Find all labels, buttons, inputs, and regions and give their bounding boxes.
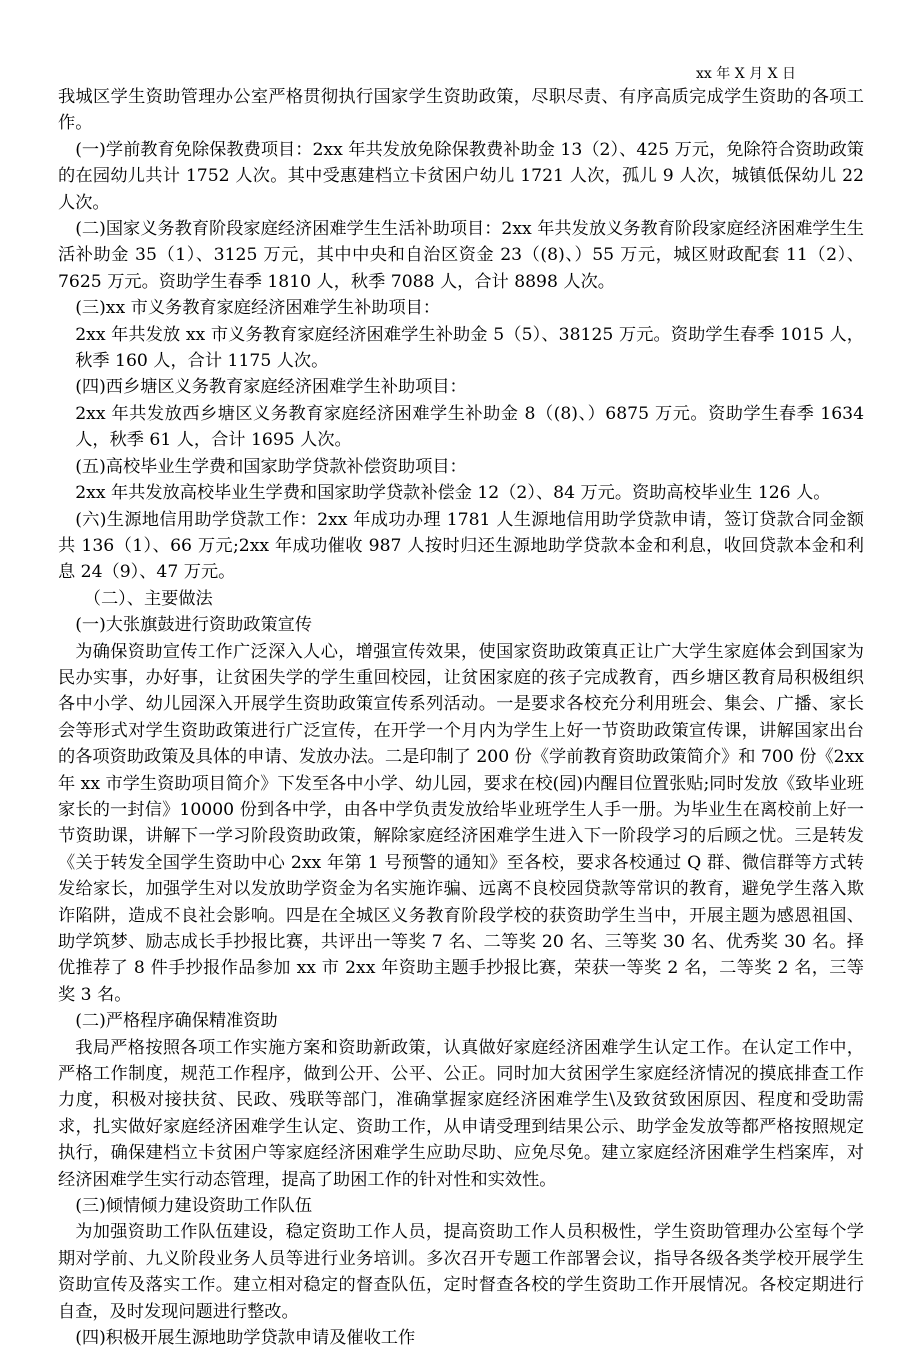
- paragraph-team-building: 为加强资助工作队伍建设，稳定资助工作人员，提高资助工作人员积极性，学生资助管理办公室每个学期对学前、九义阶段业务人员等进行业务培训。多次召开专题工作部署会议，指导各级各类学校开展学生资助宣传及落实工作。建立相对稳定的督查队伍，定时督查各校的学生资助工作开展情况。各校定期进行自查，及时发现问题进行整改。: [58, 1222, 864, 1322]
- item-preschool-fee-exemption: (一)学前教育免除保教费项目：2xx 年共发放免除保教费补助金 13（2）、425 万元，免除符合资助政策的在园幼儿共计 1752 人次。其中受惠建档立卡贫困户幼儿 1721 人次，孤儿 9 人次，城镇低保幼儿 22 人次。: [58, 139, 864, 213]
- item-city-subsidy-heading: (三)xx 市义务教育家庭经济困难学生补助项目：: [75, 298, 441, 319]
- item-city-subsidy-body: 2xx 年共发放 xx 市义务教育家庭经济困难学生补助金 5（5）、38125 万元。资助学生春季 1015 人，秋季 160 人，合计 1175 人次。: [75, 324, 864, 372]
- item-district-subsidy-heading: (四)西乡塘区义务教育家庭经济困难学生补助项目：: [75, 377, 467, 398]
- intro-paragraph: 我城区学生资助管理办公室严格贯彻执行国家学生资助政策，尽职尽责、有序高质完成学生资助的各项工作。: [58, 87, 864, 134]
- paragraph-policy-publicity: 为确保资助宣传工作广泛深入人心，增强宣传效果，使国家资助政策真正让广大学生家庭体会到国家为民办实事，办好事，让贫困失学的学生重回校园，让贫困家庭的孩子完成教育，西乡塘区教育局积极组织各中小学、幼儿园深入开展学生资助政策宣传系列活动。一是要求各校充分利用班会、集会、广播、家长会等形式对学生资助政策进行广泛宣传，在开学一个月内为学生上好一节资助政策宣传课，讲解国家出台的各项资助政策及具体的申请、发放办法。二是印制了 200 份《学前教育资助政策简介》和 700 份《2xx 年 xx 市学生资助项目简介》下发至各中小学、幼儿园，要求在校(园)内醒目位置张贴;同时发放《致毕业班家长的一封信》10000 份到各中学，由各中学负责发放给毕业班学生人手一册。为毕业生在离校前上好一节资助课，讲解下一学习阶段资助政策，解除家庭经济困难学生进入下一阶段学习的后顾之忧。三是转发《关于转发全国学生资助中心 2xx 年第 1 号预警的通知》至各校，要求各校通过 Q 群、微信群等方式转发给家长，加强学生对以发放助学资金为名实施诈骗、远离不良校园贷款等常识的教育，避免学生落入欺诈陷阱，造成不良社会影响。四是在全城区义务教育阶段学校的获资助学生当中，开展主题为感恩祖国、助学筑梦、励志成长手抄报比赛，共评出一等奖 7 名、二等奖 20 名、三等奖 30 名、优秀奖 30 名。择优推荐了 8 件手抄报作品参加 xx 市 2xx 年资助主题手抄报比赛，荣获一等奖 2 名，二等奖 2 名，三等奖 3 名。: [58, 641, 864, 1005]
- item-district-subsidy-body: 2xx 年共发放西乡塘区义务教育家庭经济困难学生补助金 8（(8)、）6875 万元。资助学生春季 1634 人，秋季 61 人，合计 1695 人次。: [75, 403, 864, 451]
- document-body: [58, 84, 864, 1352]
- paragraph-precise-aid: 我局严格按照各项工作实施方案和资助新政策，认真做好家庭经济困难学生认定工作。在认定工作中，严格工作制度，规范工作程序，做到公开、公平、公正。同时加大贫困学生家庭经济情况的摸底排查工作力度，积极对接扶贫、民政、残联等部门，准确掌握家庭经济困难学生\及致贫致困原因、程度和受助需求，扎实做好家庭经济困难学生认定、资助工作，从申请受理到结果公示、助学金发放等都严格按照规定执行，确保建档立卡贫困户等家庭经济困难学生应助尽助、应免尽免。建立家庭经济困难学生档案库，对经济困难学生实行动态管理，提高了助困工作的针对性和实效性。: [58, 1037, 864, 1190]
- item-graduate-compensation-heading: (五)高校毕业生学费和国家助学贷款补偿资助项目：: [75, 456, 467, 477]
- section-heading-main-practices: （二）、主要做法: [83, 588, 213, 609]
- item-student-loan: (六)生源地信用助学贷款工作：2xx 年成功办理 1781 人生源地信用助学贷款申请，签订贷款合同金额共 136（1）、66 万元;2xx 年成功催收 987 人按时归还生源地助学贷款本金和利息，收回贷款本金和利息 24（9）、47 万元。: [58, 509, 864, 583]
- subheading-loan-collection: (四)积极开展生源地助学贷款申请及催收工作: [75, 1328, 416, 1349]
- subheading-team-building: (三)倾情倾力建设资助工作队伍: [75, 1196, 313, 1217]
- subheading-precise-aid: (二)严格程序确保精准资助: [75, 1011, 278, 1032]
- header-date: xx 年 X 月 X 日: [696, 66, 796, 82]
- subheading-policy-publicity: (一)大张旗鼓进行资助政策宣传: [75, 615, 313, 636]
- item-compulsory-living-subsidy: (二)国家义务教育阶段家庭经济困难学生生活补助项目：2xx 年共发放义务教育阶段家庭经济困难学生生活补助金 35（1）、3125 万元，其中中央和自治区资金 23（(8)、）55 万元，城区财政配套 11（2）、7625 万元。资助学生春季 1810 人，秋季 7088 人，合计 8898 人次。: [58, 219, 864, 292]
- item-graduate-compensation-body: 2xx 年共发放高校毕业生学费和国家助学贷款补偿金 12（2）、84 万元。资助高校毕业生 126 人。: [75, 483, 831, 504]
